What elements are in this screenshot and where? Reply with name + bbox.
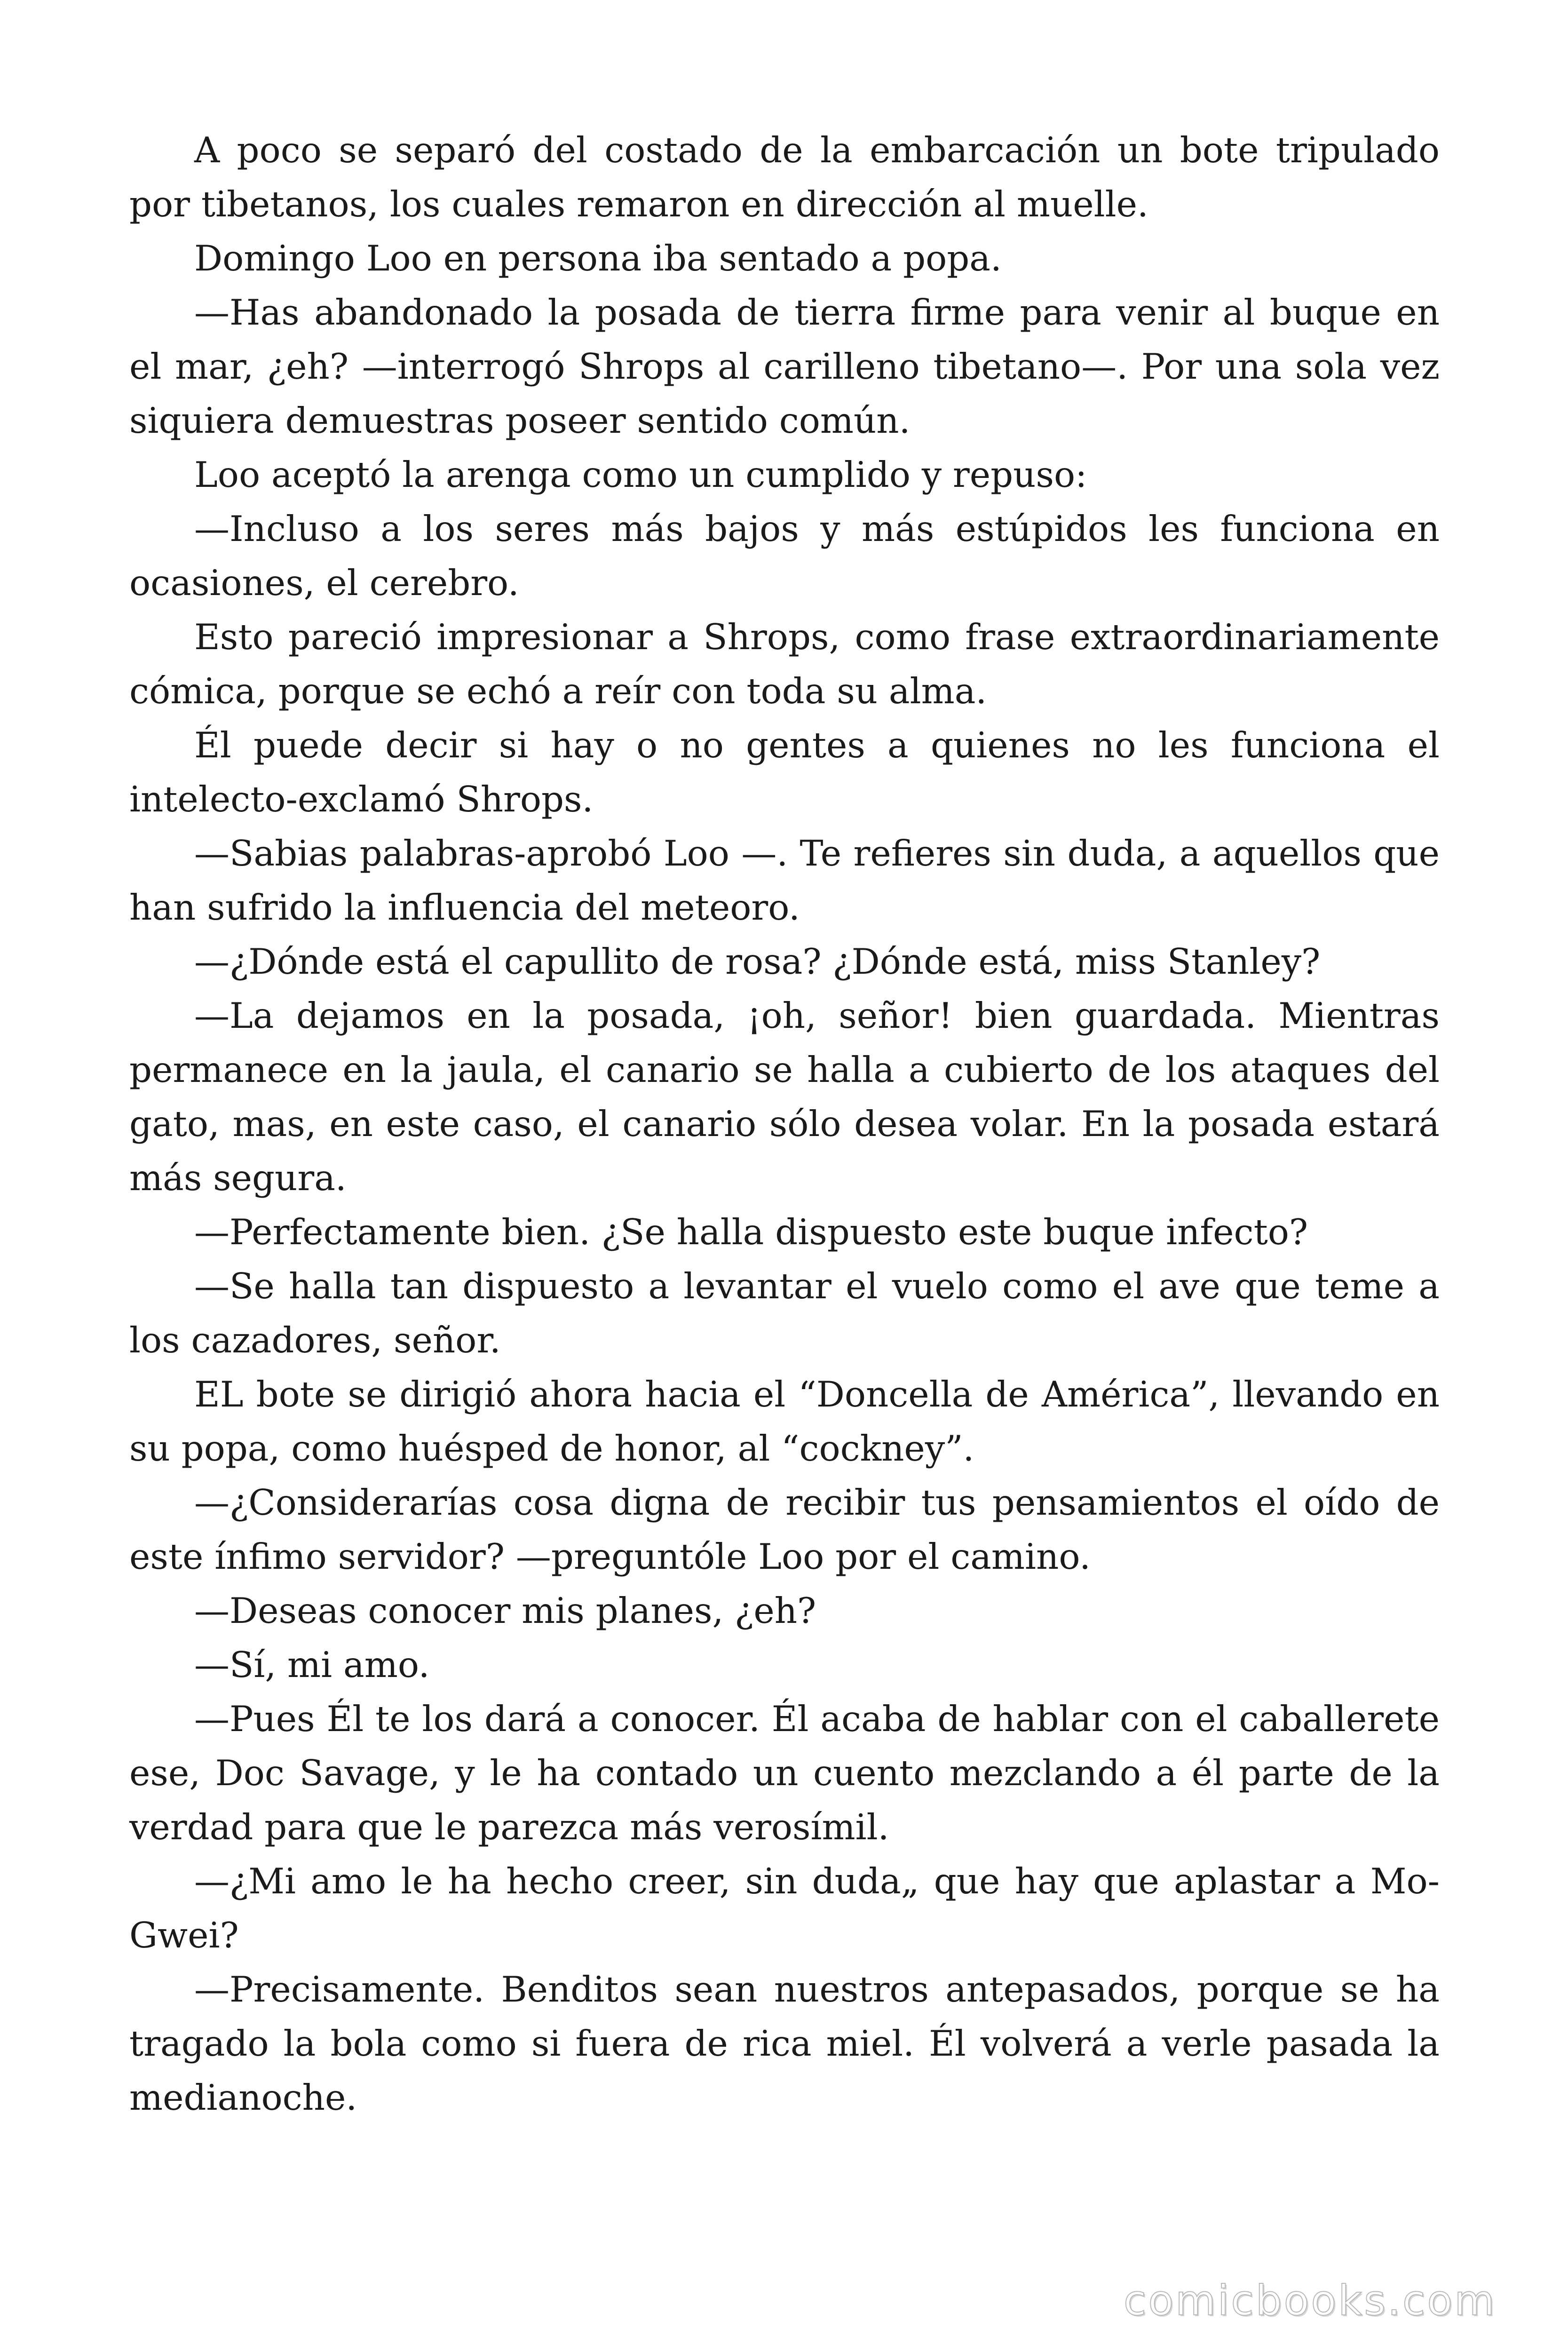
paragraph: EL bote se dirigió ahora hacia el “Doncella de América”, llevando en su popa, como huésped de honor, al “cockney”. bbox=[129, 1374, 1440, 1469]
paragraph: —Sabias palabras-aprobó Loo —. Te refieres sin duda, a aquellos que han sufrido la influencia del meteoro. bbox=[129, 833, 1440, 928]
paragraph: —Se halla tan dispuesto a levantar el vuelo como el ave que teme a los cazadores, señor. bbox=[129, 1265, 1440, 1361]
paragraph: —Has abandonado la posada de tierra firme para venir al buque en el mar, ¿eh? —interrogó Shrops al carilleno tibetano—. Por una sola vez siquiera demuestras poseer sentido común. bbox=[129, 292, 1440, 441]
paragraph: —Incluso a los seres más bajos y más estúpidos les funciona en ocasiones, el cerebro. bbox=[129, 508, 1440, 604]
paragraph: A poco se separó del costado de la embarcación un bote tripulado por tibetanos, los cuales remaron en dirección al muelle. bbox=[129, 129, 1440, 225]
paragraph: —¿Mi amo le ha hecho creer, sin duda„ que hay que aplastar a Mo-Gwei? bbox=[129, 1860, 1440, 1956]
paragraph: —Deseas conocer mis planes, ¿eh? bbox=[194, 1590, 816, 1631]
paragraph: —¿Considerarías cosa digna de recibir tus pensamientos el oído de este ínfimo servidor? —preguntóle Loo por el camino. bbox=[129, 1482, 1440, 1577]
page-text bbox=[129, 123, 1440, 2125]
watermark-logo: comicbooks.com bbox=[1123, 2276, 1497, 2325]
paragraph: —La dejamos en la posada, ¡oh, señor! bien guardada. Mientras permanece en la jaula, el canario se halla a cubierto de los ataques del gato, mas, en este caso, el canario sólo desea volar. En la posada estará más segura. bbox=[129, 995, 1440, 1199]
paragraph: —Pues Él te los dará a conocer. Él acaba de hablar con el caballerete ese, Doc Savage, y le ha contado un cuento mezclando a él parte de la verdad para que le parezca más verosímil. bbox=[129, 1698, 1440, 1848]
paragraph: —¿Dónde está el capullito de rosa? ¿Dónde está, miss Stanley? bbox=[194, 941, 1321, 982]
paragraph: Loo aceptó la arenga como un cumplido y repuso: bbox=[194, 454, 1087, 495]
paragraph: Esto pareció impresionar a Shrops, como frase extraordinariamente cómica, porque se echó a reír con toda su alma. bbox=[129, 616, 1440, 712]
paragraph: —Sí, mi amo. bbox=[194, 1644, 430, 1685]
paragraph: —Precisamente. Benditos sean nuestros antepasados, porque se ha tragado la bola como si fuera de rica miel. Él volverá a verle pasada la medianoche. bbox=[129, 1969, 1440, 2118]
paragraph: Él puede decir si hay o no gentes a quienes no les funciona el intelecto-exclamó Shrops. bbox=[129, 724, 1440, 820]
paragraph: —Perfectamente bien. ¿Se halla dispuesto este buque infecto? bbox=[194, 1211, 1308, 1253]
paragraph: Domingo Loo en persona iba sentado a popa. bbox=[194, 238, 1002, 279]
